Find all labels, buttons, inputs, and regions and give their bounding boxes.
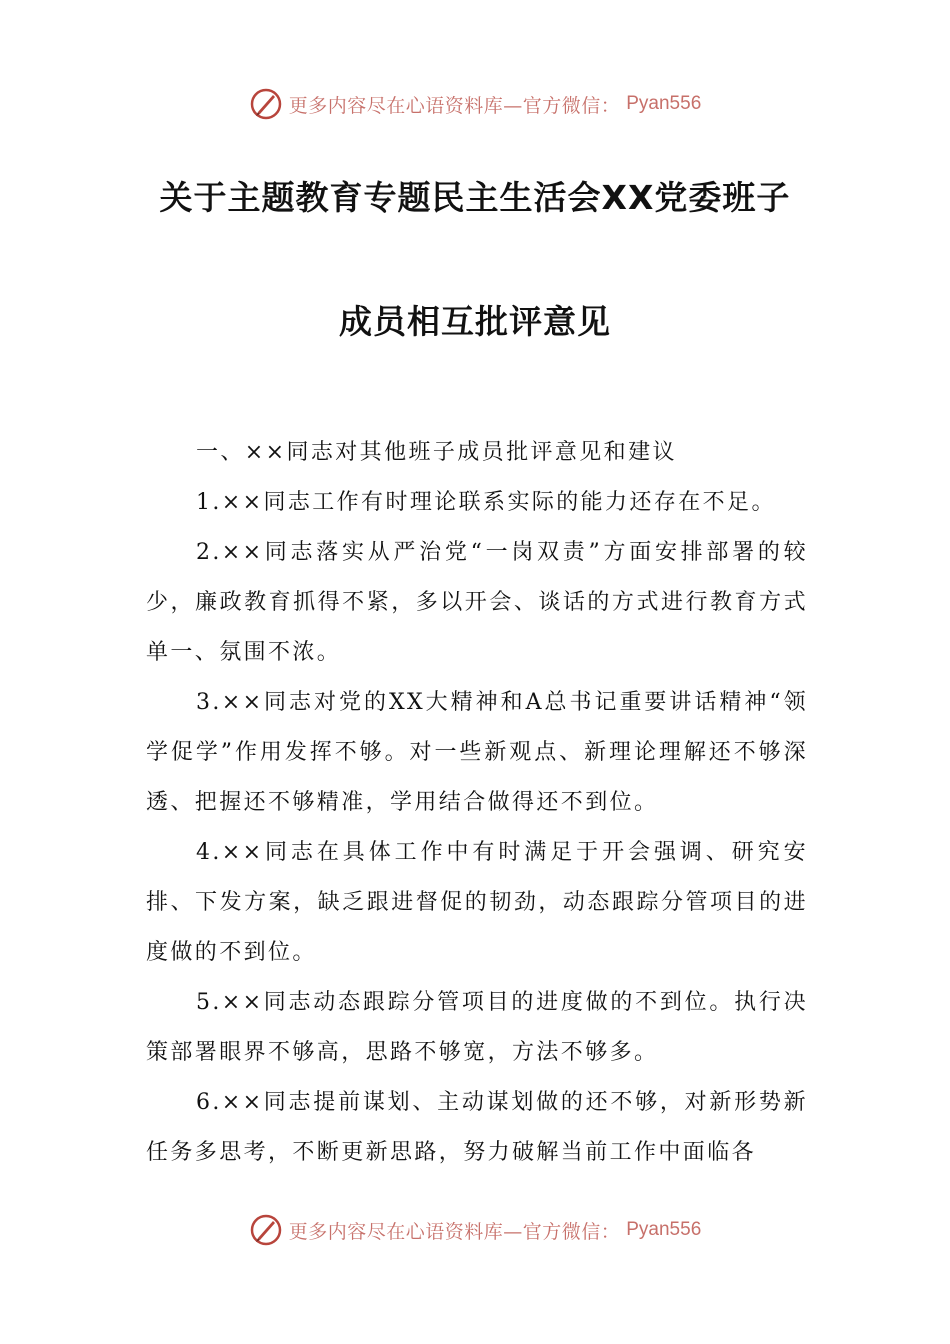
- watermark-wechat-id: Pyan556: [626, 1219, 702, 1240]
- quill-pen-icon: [249, 87, 283, 121]
- document-title-line-2: 成员相互批评意见: [339, 302, 611, 341]
- watermark-text: 更多内容尽在心语资料库—官方微信：: [288, 1220, 621, 1243]
- header-watermark: [0, 84, 950, 124]
- document-body: [146, 428, 808, 1178]
- quill-pen-icon: [249, 1213, 283, 1247]
- footer-watermark: [0, 1210, 950, 1250]
- section-heading: 一、××同志对其他班子成员批评意见和建议: [196, 440, 677, 465]
- watermark-wechat-id: Pyan556: [626, 93, 702, 114]
- paragraph: 2.××同志落实从严治党“一岗双责”方面安排部署的较少，廉政教育抓得不紧，多以开会、谈话的方式进行教育方式单一、氛围不浓。: [146, 540, 808, 665]
- paragraph: 6.××同志提前谋划、主动谋划做的还不够，对新形势新任务多思考，不断更新思路，努力破解当前工作中面临各: [146, 1090, 808, 1165]
- document-title-line-1: 关于主题教育专题民主生活会XX党委班子: [159, 178, 791, 217]
- paragraph: 4.××同志在具体工作中有时满足于开会强调、研究安排、下发方案，缺乏跟进督促的韧劲，动态跟踪分管项目的进度做的不到位。: [146, 840, 808, 965]
- paragraph: 1.××同志工作有时理论联系实际的能力还存在不足。: [196, 490, 776, 515]
- paragraph: 3.××同志对党的XX大精神和A总书记重要讲话精神“领学促学”作用发挥不够。对一些新观点、新理论理解还不够深透、把握还不够精准，学用结合做得还不到位。: [146, 690, 808, 815]
- watermark-text: 更多内容尽在心语资料库—官方微信：: [288, 94, 621, 117]
- paragraph: 5.××同志动态跟踪分管项目的进度做的不到位。执行决策部署眼界不够高，思路不够宽，方法不够多。: [146, 990, 808, 1065]
